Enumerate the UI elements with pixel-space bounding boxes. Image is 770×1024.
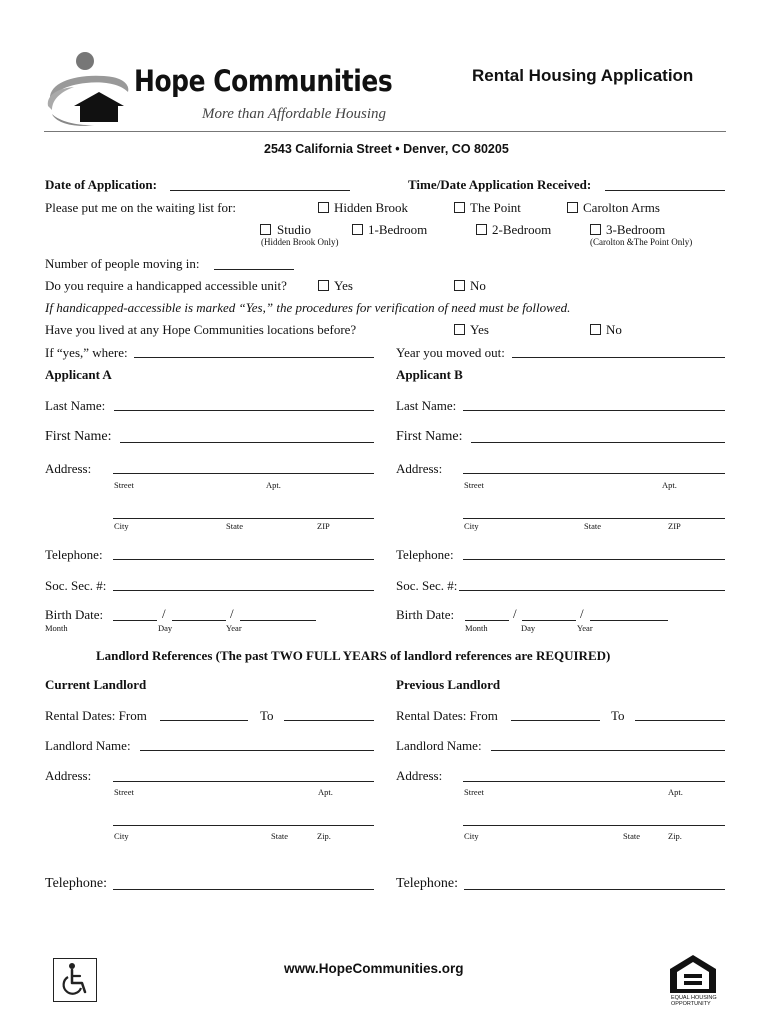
header-divider <box>44 131 726 132</box>
b-birth-day-field[interactable] <box>522 620 576 621</box>
studio-checkbox[interactable] <box>260 224 271 235</box>
a-first-name-label: First Name: <box>45 429 112 444</box>
accessible-yes-checkbox[interactable] <box>318 280 329 291</box>
current-rental-to-label: To <box>260 708 274 723</box>
applicant-a-heading: Applicant A <box>45 367 112 382</box>
two-bedroom-label: 2-Bedroom <box>492 222 552 237</box>
b-address-label: Address: <box>396 461 443 476</box>
current-address-label: Address: <box>45 768 92 783</box>
lived-before-no-checkbox[interactable] <box>590 324 601 335</box>
a-birth-day-field[interactable] <box>172 620 226 621</box>
b-birth-date-label: Birth Date: <box>396 607 455 622</box>
previous-rental-to-label: To <box>611 708 625 723</box>
applicant-b-heading: Applicant B <box>396 367 463 382</box>
one-bedroom-checkbox[interactable] <box>352 224 363 235</box>
a-ssn-field[interactable] <box>113 590 374 591</box>
current-city-field[interactable] <box>113 825 374 826</box>
previous-rental-to-field[interactable] <box>635 720 725 721</box>
a-apt-caption: Apt. <box>266 480 281 490</box>
three-bedroom-note: (Carolton &The Point Only) <box>590 237 693 247</box>
lived-before-no-label: No <box>606 322 622 337</box>
previous-landlord-name-field[interactable] <box>491 750 725 751</box>
b-first-name-label: First Name: <box>396 429 463 444</box>
b-year-caption: Year <box>577 623 593 633</box>
the-point-checkbox[interactable] <box>454 202 465 213</box>
equal-housing-icon <box>667 953 719 1009</box>
a-birth-date-label: Birth Date: <box>45 607 104 622</box>
a-zip-caption: ZIP <box>317 521 330 531</box>
hidden-brook-label: Hidden Brook <box>334 200 409 215</box>
wheelchair-icon <box>53 958 97 1002</box>
previous-city-field[interactable] <box>463 825 725 826</box>
previous-street-field[interactable] <box>463 781 725 782</box>
accessible-no-label: No <box>470 278 486 293</box>
date-of-application-label: Date of Application: <box>45 177 157 192</box>
a-city-field[interactable] <box>113 518 374 519</box>
b-birth-year-field[interactable] <box>590 620 668 621</box>
b-street-caption: Street <box>464 480 484 490</box>
previous-landlord-name-label: Landlord Name: <box>396 738 482 753</box>
the-point-label: The Point <box>470 200 521 215</box>
b-apt-caption: Apt. <box>662 480 677 490</box>
accessible-no-checkbox[interactable] <box>454 280 465 291</box>
website-link[interactable]: www.HopeCommunities.org <box>284 961 464 976</box>
previous-landlord-heading: Previous Landlord <box>396 677 501 692</box>
a-year-caption: Year <box>226 623 242 633</box>
a-day-caption: Day <box>158 623 173 633</box>
b-street-field[interactable] <box>463 473 725 474</box>
current-zip-caption: Zip. <box>317 831 331 841</box>
a-birth-month-field[interactable] <box>113 620 157 621</box>
previous-address-label: Address: <box>396 768 443 783</box>
landlord-section-heading: Landlord References (The past TWO FULL YEARS of landlord references are REQUIRED) <box>96 648 611 663</box>
previous-street-caption: Street <box>464 787 484 797</box>
current-street-caption: Street <box>114 787 134 797</box>
received-field[interactable] <box>605 190 725 191</box>
a-address-label: Address: <box>45 461 92 476</box>
a-city-caption: City <box>114 521 129 531</box>
accessible-yes-label: Yes <box>334 278 353 293</box>
current-telephone-field[interactable] <box>113 889 374 890</box>
b-ssn-label: Soc. Sec. #: <box>396 578 458 593</box>
b-zip-caption: ZIP <box>668 521 681 531</box>
a-ssn-label: Soc. Sec. #: <box>45 578 107 593</box>
a-month-caption: Month <box>45 623 68 633</box>
studio-note: (Hidden Brook Only) <box>261 237 339 247</box>
previous-rental-from-label: Rental Dates: From <box>396 708 498 723</box>
b-telephone-label: Telephone: <box>396 547 454 562</box>
b-last-name-label: Last Name: <box>396 398 457 413</box>
current-city-caption: City <box>114 831 129 841</box>
a-birth-slash-2: / <box>230 606 234 621</box>
b-state-caption: State <box>584 521 601 531</box>
a-birth-year-field[interactable] <box>240 620 316 621</box>
people-moving-field[interactable] <box>214 269 294 270</box>
current-street-field[interactable] <box>113 781 374 782</box>
current-apt-caption: Apt. <box>318 787 333 797</box>
b-birth-slash-2: / <box>580 606 584 621</box>
previous-telephone-label: Telephone: <box>396 876 458 891</box>
accessible-label: Do you require a handicapped accessible unit? <box>45 278 287 293</box>
year-moved-field[interactable] <box>512 357 725 358</box>
b-city-caption: City <box>464 521 479 531</box>
previous-city-caption: City <box>464 831 479 841</box>
a-birth-slash-1: / <box>162 606 166 621</box>
accessible-note: If handicapped-accessible is marked “Yes,” the procedures for verification of need must be followed. <box>45 300 571 315</box>
b-telephone-field[interactable] <box>463 559 725 560</box>
b-month-caption: Month <box>465 623 488 633</box>
previous-telephone-field[interactable] <box>464 889 725 890</box>
people-moving-label: Number of people moving in: <box>45 256 200 271</box>
b-birth-month-field[interactable] <box>465 620 509 621</box>
current-landlord-name-field[interactable] <box>140 750 374 751</box>
a-telephone-field[interactable] <box>113 559 374 560</box>
two-bedroom-checkbox[interactable] <box>476 224 487 235</box>
carolton-arms-checkbox[interactable] <box>567 202 578 213</box>
waiting-list-label: Please put me on the waiting list for: <box>45 200 236 215</box>
lived-before-yes-label: Yes <box>470 322 489 337</box>
b-day-caption: Day <box>521 623 536 633</box>
one-bedroom-label: 1-Bedroom <box>368 222 428 237</box>
hidden-brook-checkbox[interactable] <box>318 202 329 213</box>
equal-housing-line2: OPPORTUNITY <box>671 1001 711 1007</box>
a-last-name-label: Last Name: <box>45 398 106 413</box>
b-city-field[interactable] <box>463 518 725 519</box>
current-rental-from-field[interactable] <box>160 720 248 721</box>
a-street-caption: Street <box>114 480 134 490</box>
year-moved-label: Year you moved out: <box>396 345 505 360</box>
a-street-field[interactable] <box>113 473 374 474</box>
previous-state-caption: State <box>623 831 640 841</box>
b-ssn-field[interactable] <box>459 590 725 591</box>
current-landlord-heading: Current Landlord <box>45 677 147 692</box>
lived-before-label: Have you lived at any Hope Communities locations before? <box>45 322 357 337</box>
logo-tagline: More than Affordable Housing <box>202 106 387 122</box>
previous-zip-caption: Zip. <box>668 831 682 841</box>
office-address: 2543 California Street • Denver, CO 80205 <box>264 142 509 156</box>
previous-rental-from-field[interactable] <box>511 720 600 721</box>
received-label: Time/Date Application Received: <box>408 177 592 192</box>
studio-label: Studio <box>277 222 311 237</box>
form-title: Rental Housing Application <box>472 66 694 85</box>
b-first-name-field[interactable] <box>471 442 725 443</box>
previous-apt-caption: Apt. <box>668 787 683 797</box>
a-last-name-field[interactable] <box>114 410 374 411</box>
a-state-caption: State <box>226 521 243 531</box>
b-last-name-field[interactable] <box>463 410 725 411</box>
date-of-application-field[interactable] <box>170 190 350 191</box>
three-bedroom-label: 3-Bedroom <box>606 222 666 237</box>
current-rental-from-label: Rental Dates: From <box>45 708 147 723</box>
current-rental-to-field[interactable] <box>284 720 374 721</box>
current-landlord-name-label: Landlord Name: <box>45 738 131 753</box>
logo-emblem-icon <box>44 48 134 128</box>
a-telephone-label: Telephone: <box>45 547 103 562</box>
a-first-name-field[interactable] <box>120 442 374 443</box>
three-bedroom-checkbox[interactable] <box>590 224 601 235</box>
carolton-arms-label: Carolton Arms <box>583 200 660 215</box>
where-field[interactable] <box>134 357 374 358</box>
current-telephone-label: Telephone: <box>45 876 107 891</box>
equal-housing-line1: EQUAL HOUSING <box>671 995 717 1001</box>
where-label: If “yes,” where: <box>45 345 128 360</box>
current-state-caption: State <box>271 831 288 841</box>
hope-logo <box>44 48 393 128</box>
logo-name: Hope Communities <box>134 64 393 98</box>
b-birth-slash-1: / <box>513 606 517 621</box>
lived-before-yes-checkbox[interactable] <box>454 324 465 335</box>
